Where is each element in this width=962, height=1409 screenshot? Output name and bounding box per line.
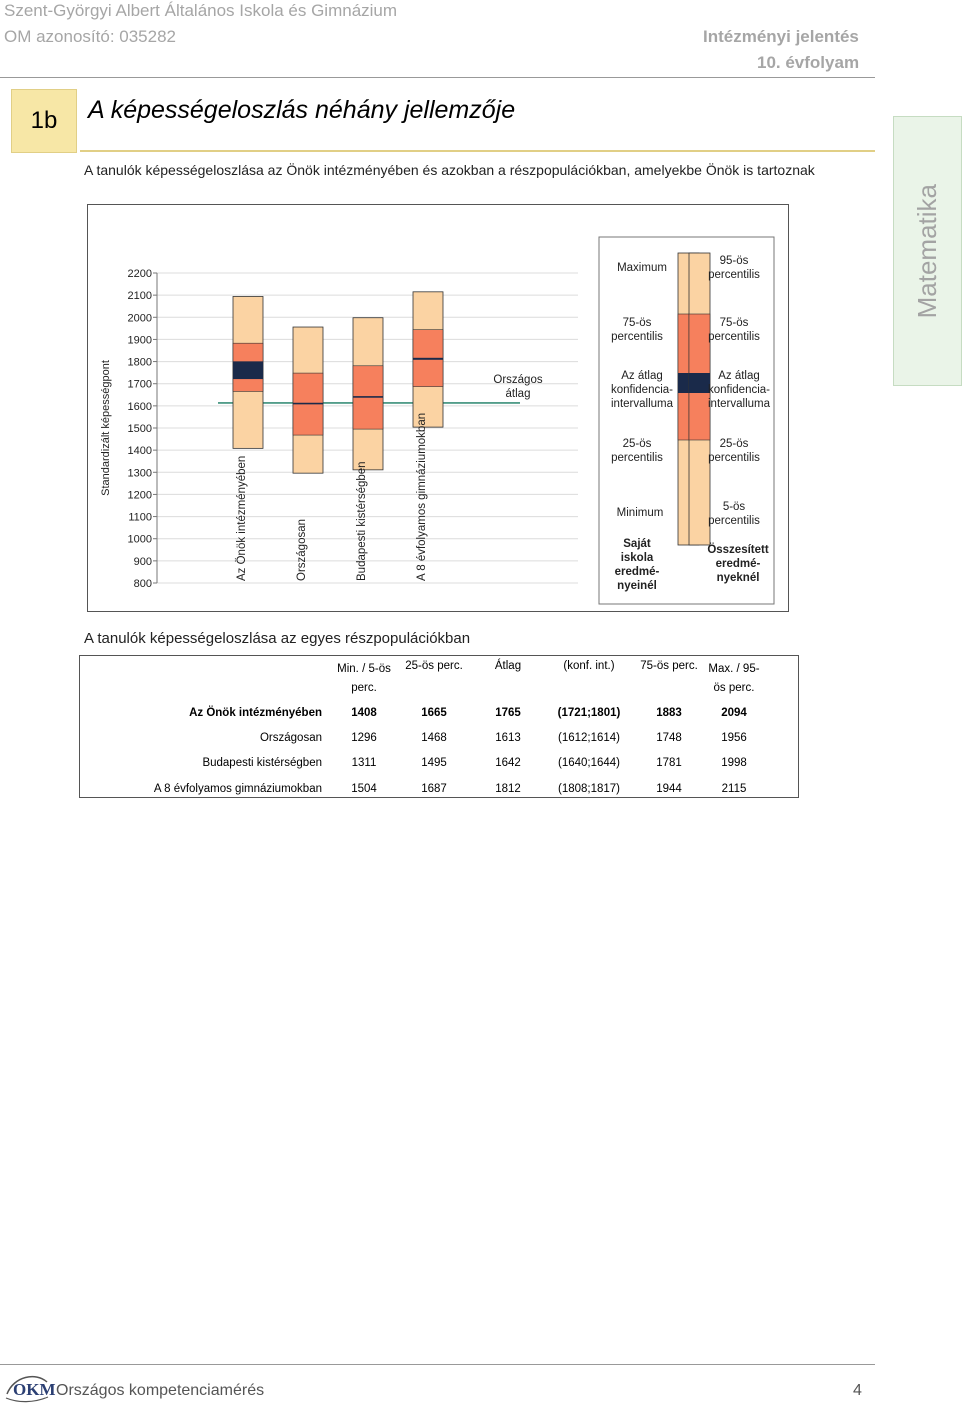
table-cell: 1613 [495,731,521,744]
y-tick-label: 1400 [127,445,152,458]
oktatasi-hivatal-logo-icon [4,1370,56,1409]
table-header-row [80,656,764,700]
table-cell: (1640;1644) [557,757,621,769]
legend-school-caption: Saját [623,538,651,550]
y-tick-label: 900 [133,555,152,568]
legend-aggregate-caption: eredmé- [715,558,761,570]
svg-text:OKM: OKM [13,1380,56,1399]
table-row [80,725,764,750]
table-cell: (1612;1614) [557,731,621,744]
chart-frame [87,204,789,612]
legend-aggregate-caption: nyeknél [716,572,760,584]
legend-school-p25: 25-ös [622,438,652,450]
box-confidence-interval [413,358,443,360]
box-confidence-interval [353,396,383,398]
legend-school-max: Maximum [617,262,667,274]
legend-aggregate-min: 5-ös [722,501,746,513]
table-cell: 1408 [351,706,377,719]
row-label: Országosan [259,731,322,744]
school-name: Szent-Györgyi Albert Általános Iskola és Gimnázium [4,1,398,20]
legend-aggregate-p25: 25-ös [719,438,749,450]
y-tick-label: 1500 [127,423,152,435]
table-cell: 1504 [351,782,377,795]
legend-school-ci-label: intervalluma [611,398,673,410]
section-divider [80,150,875,152]
legend-school-p25: percentilis [611,452,663,464]
legend-school-caption: eredmé- [614,566,660,578]
table-cell: 1956 [721,731,747,744]
section-title: A képességeloszlás néhány jellemzője [88,96,516,124]
legend-aggregate-p25: percentilis [708,452,760,464]
y-tick-label: 1700 [127,378,152,391]
table-cell: (1808;1817) [557,782,621,795]
y-tick-label: 2100 [127,290,152,303]
table-cell: 1665 [421,706,447,719]
table-cell: 1765 [495,706,521,719]
legend-school-p75: percentilis [611,331,663,343]
y-tick-label: 1600 [127,400,152,413]
x-category-label: Országosan [296,518,308,581]
table-cell: 1781 [656,757,682,769]
table-row [80,700,764,725]
table-cell: 1642 [495,757,521,769]
section-badge-text: 1b [30,107,58,134]
legend-school-ci-label: Az átlag [621,370,663,382]
box-confidence-interval [293,403,323,405]
y-tick-label: 1200 [127,489,152,502]
legend-aggregate-ci-label: Az átlag [718,370,760,382]
x-category-label: Budapesti kistérségben [356,461,368,581]
table-cell: 1944 [656,782,682,795]
legend-aggregate-min: percentilis [708,515,760,527]
legend-aggregate-max: 95-ös [719,255,749,267]
national-mean-label-line2: átlag [505,388,531,400]
table-cell: 1296 [351,731,377,744]
x-category-label: Az Önök intézményében [236,455,248,581]
y-tick-label: 1100 [128,511,152,524]
y-axis-label: Standardizált képességpont [100,360,112,496]
table-cell: 2094 [721,706,747,719]
legend-aggregate-caption: Összesített [707,544,769,556]
legend-aggregate-ci [689,373,710,393]
row-label: A 8 évfolyamos gimnáziumokban [153,782,322,795]
table-row [80,776,764,801]
national-mean-label-line1: Országos [493,374,543,386]
table-grid [80,656,764,801]
legend-aggregate-max: percentilis [708,269,760,281]
table-cell: 1812 [495,782,521,795]
legend-aggregate-p75: 75-ös [719,317,749,329]
subject-tab [893,116,962,386]
legend-aggregate-ci-label: intervalluma [708,398,770,410]
col-header-min: Min. / 5-ös perc. [337,663,391,694]
subject-label: Matematika [912,183,942,319]
y-tick-label: 1800 [127,356,152,369]
legend-school-caption: iskola [620,552,654,564]
legend-aggregate-ci-label: konfidencia- [707,384,771,396]
table-cell: 1468 [421,731,447,744]
table-cell: 1748 [656,731,682,744]
distribution-chart [88,205,788,611]
intro-paragraph: A tanulók képességeloszlása az Önök intézményében és azokban a részpopulációkban, amelyekbe Önök is tartoznak [84,162,815,178]
legend-school-p75: 75-ös [622,317,652,329]
table-cell: (1721;1801) [557,706,621,719]
om-id: OM azonosító: 035282 [4,27,177,46]
table-cell: 1998 [721,757,747,769]
section-badge [11,89,77,153]
table-cell: 2115 [721,782,747,795]
table-row [80,750,764,776]
report-type: Intézményi jelentés [703,27,859,46]
grade-label: 10. évfolyam [757,53,860,72]
legend-aggregate-p75: percentilis [708,331,760,343]
row-label: Az Önök intézményében [189,706,322,719]
footer-divider [0,1364,875,1365]
col-header-max: Max. / 95-ös perc. [708,663,760,694]
table-caption: A tanulók képességeloszlása az egyes részpopulációkban [84,630,471,647]
distribution-table [79,655,799,798]
col-header-ci: (konf. int.) [563,660,615,672]
table-corner [80,656,332,700]
y-tick-label: 2000 [127,312,152,325]
table-cell: 1495 [421,757,447,769]
legend-school-min: Minimum [616,507,664,519]
legend-school-ci-label: konfidencia- [610,384,674,396]
col-header-p25: 25-ös perc. [405,660,463,672]
col-header-mean: Átlag [494,660,522,672]
y-tick-label: 2200 [127,268,152,280]
y-tick-label: 800 [133,578,152,590]
x-category-label: A 8 évfolyamos gimnáziumokban [416,412,428,581]
y-tick-label: 1900 [127,334,152,347]
header-divider [0,77,875,78]
box-confidence-interval [233,361,263,379]
y-tick-label: 1000 [127,533,152,546]
footer-org: Országos kompetenciamérés [56,1382,265,1399]
legend-school-caption: nyeinél [617,580,657,592]
table-cell: 1883 [656,706,682,719]
row-label: Budapesti kistérségben [202,757,322,769]
table-cell: 1687 [421,782,447,795]
col-header-p75: 75-ös perc. [640,660,698,672]
table-cell: 1311 [351,757,377,769]
y-tick-label: 1300 [127,467,152,480]
page-number: 4 [853,1382,862,1399]
